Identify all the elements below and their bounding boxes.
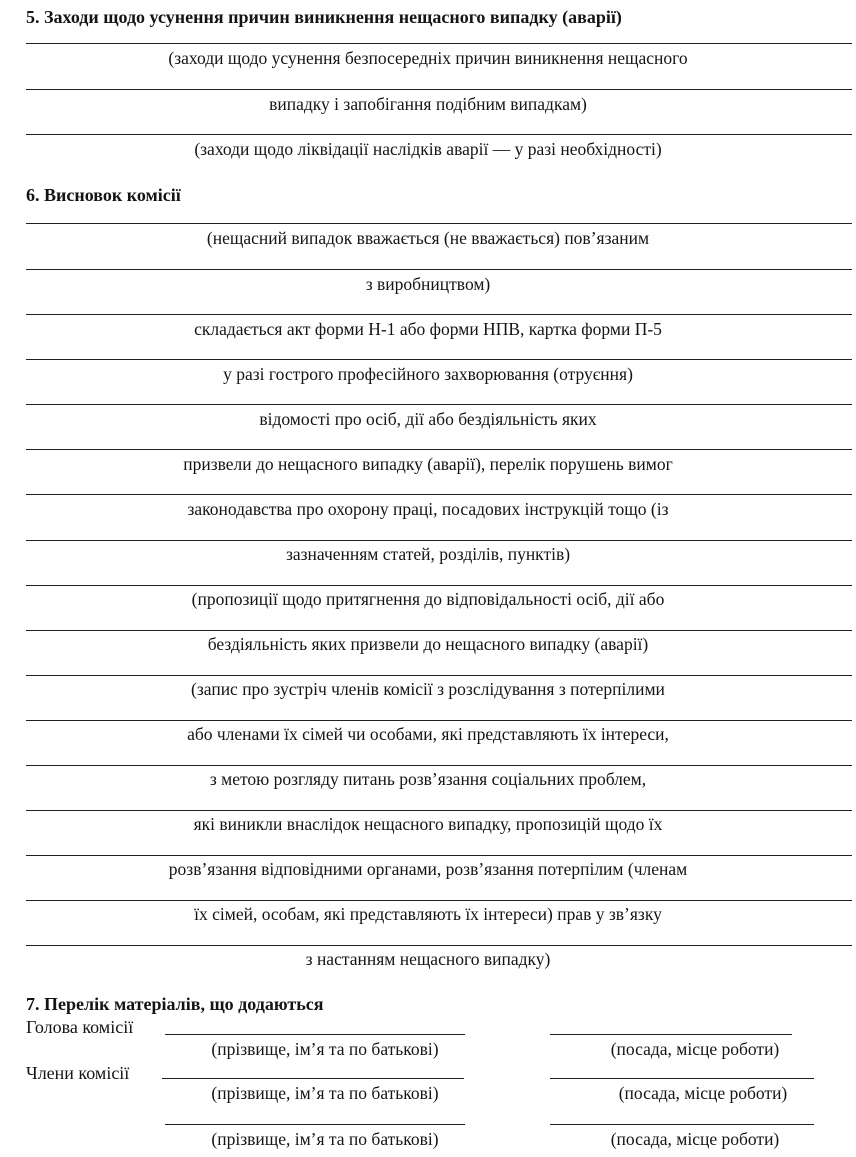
member-1-position-caption: (посада, місце роботи) — [618, 1083, 788, 1103]
fill-line[interactable] — [26, 134, 852, 135]
section-5-heading: 5. Заходи щодо усунення причин виникнення нещасного випадку (аварії) — [26, 7, 622, 27]
fill-line[interactable] — [26, 585, 852, 586]
fill-line[interactable] — [26, 359, 852, 360]
caption-6-2: з виробництвом) — [365, 274, 491, 294]
section-6-heading: 6. Висновок комісії — [26, 185, 181, 205]
member-1-name-caption: (прізвище, ім’я та по батькові) — [211, 1083, 439, 1103]
fill-line[interactable] — [26, 43, 852, 44]
caption-6-13: з метою розгляду питань розв’язання соціальних проблем, — [209, 769, 647, 789]
caption-6-14: які виникли внаслідок нещасного випадку, пропозицій щодо їх — [193, 814, 663, 834]
fill-line[interactable] — [26, 945, 852, 946]
member-2-position-caption: (посада, місце роботи) — [610, 1129, 780, 1149]
caption-5-2: випадку і запобігання подібним випадкам) — [269, 94, 587, 114]
chair-name-caption: (прізвище, ім’я та по батькові) — [211, 1039, 439, 1059]
caption-6-5: відомості про осіб, дії або бездіяльність яких — [259, 409, 597, 429]
fill-line[interactable] — [26, 675, 852, 676]
caption-6-1: (нещасний випадок вважається (не вважається) пов’язаним — [206, 228, 650, 248]
chair-position-caption: (посада, місце роботи) — [610, 1039, 780, 1059]
caption-5-1: (заходи щодо усунення безпосередніх причин виникнення нещасного — [168, 48, 688, 68]
caption-6-7: законодавства про охорону праці, посадових інструкцій тощо (із — [187, 499, 669, 519]
caption-6-8: зазначенням статей, розділів, пунктів) — [285, 544, 571, 564]
fill-line[interactable] — [26, 630, 852, 631]
member-1-position-line[interactable] — [550, 1078, 814, 1079]
caption-6-10: бездіяльність яких призвели до нещасного випадку (аварії) — [207, 634, 649, 654]
member-1-name-line[interactable] — [162, 1078, 464, 1079]
fill-line[interactable] — [26, 810, 852, 811]
chair-position-line[interactable] — [550, 1034, 792, 1035]
fill-line[interactable] — [26, 540, 852, 541]
caption-6-4: у разі гострого професійного захворювання (отруєння) — [223, 364, 633, 384]
fill-line[interactable] — [26, 855, 852, 856]
caption-6-3: складається акт форми Н-1 або форми НПВ, картка форми П-5 — [194, 319, 662, 339]
caption-6-16: їх сімей, особам, які представляють їх інтереси) прав у зв’язку — [194, 904, 662, 924]
fill-line[interactable] — [26, 314, 852, 315]
member-2-position-line[interactable] — [550, 1124, 814, 1125]
members-label: Члени комісії — [26, 1063, 130, 1083]
caption-6-17: з настанням нещасного випадку) — [305, 949, 551, 969]
caption-5-3: (заходи щодо ліквідації наслідків аварії — у разі необхідності) — [194, 139, 662, 159]
fill-line[interactable] — [26, 900, 852, 901]
fill-line[interactable] — [26, 720, 852, 721]
section-7-heading: 7. Перелік матеріалів, що додаються — [26, 994, 324, 1014]
fill-line[interactable] — [26, 269, 852, 270]
caption-6-15: розв’язання відповідними органами, розв’язання потерпілим (членам — [168, 859, 688, 879]
caption-6-9: (пропозиції щодо притягнення до відповідальності осіб, дії або — [191, 589, 665, 609]
caption-6-11: (запис про зустріч членів комісії з розслідування з потерпілими — [191, 679, 665, 699]
fill-line[interactable] — [26, 449, 852, 450]
chair-name-line[interactable] — [165, 1034, 465, 1035]
chair-label: Голова комісії — [26, 1017, 134, 1037]
fill-line[interactable] — [26, 89, 852, 90]
caption-6-6: призвели до нещасного випадку (аварії), перелік порушень вимог — [183, 454, 673, 474]
fill-line[interactable] — [26, 494, 852, 495]
caption-6-12: або членами їх сімей чи особами, які представляють їх інтереси, — [187, 724, 669, 744]
member-2-name-line[interactable] — [165, 1124, 465, 1125]
fill-line[interactable] — [26, 404, 852, 405]
fill-line[interactable] — [26, 223, 852, 224]
member-2-name-caption: (прізвище, ім’я та по батькові) — [211, 1129, 439, 1149]
fill-line[interactable] — [26, 765, 852, 766]
